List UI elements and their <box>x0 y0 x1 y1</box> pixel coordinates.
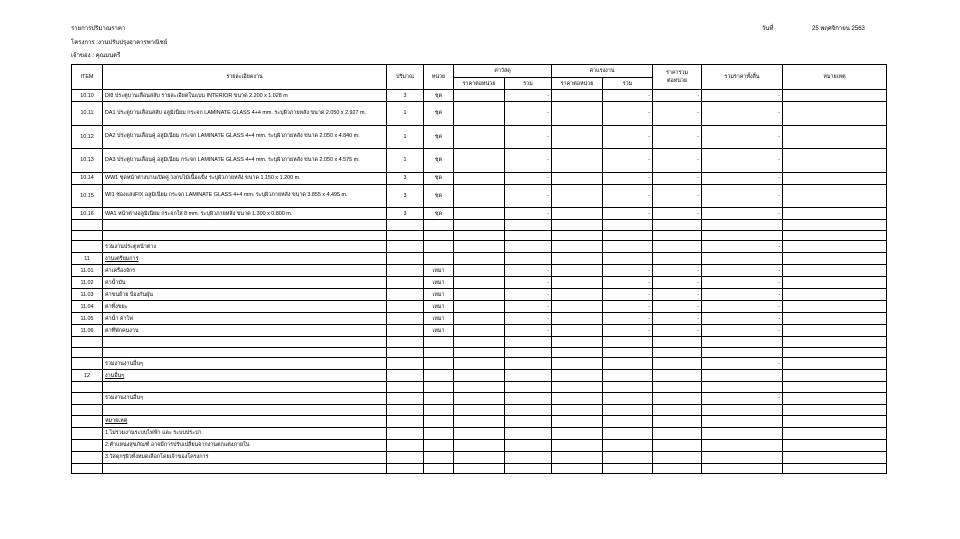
row-unit: ชุด <box>424 172 454 184</box>
table-row <box>72 313 887 325</box>
row-qty: 1 <box>387 125 424 149</box>
row-desc: ค่าเครื่องจักร <box>103 265 387 277</box>
row-item: 11.05 <box>72 313 103 325</box>
empty-row <box>72 337 887 348</box>
row-combined: - <box>653 149 702 173</box>
row-unit: ชุด <box>424 125 454 149</box>
row-unit: เหมา <box>424 325 454 337</box>
table-row <box>72 277 887 289</box>
col-material-total: รวม <box>505 78 552 90</box>
table-row <box>72 325 887 337</box>
table-row <box>72 184 887 208</box>
row-lab-total: - <box>603 125 653 149</box>
row-lab-total: - <box>603 301 653 313</box>
row-desc: DA2 ประตูบานเลื่อนคู่ อลูมิเนียม กระจก LAMINATE GLASS 4+4 mm. ระบุผิวภายหลัง ขนาด 2.050 x 4.840 m. <box>103 125 387 149</box>
section-title: งานอื่นๆ <box>103 370 387 382</box>
section-item: 11 <box>72 253 103 265</box>
row-combined: - <box>653 313 702 325</box>
row-grand: - <box>702 125 783 149</box>
col-grand-total: รวมราคาทั้งสิ้น <box>702 65 783 90</box>
col-labor: ค่าแรงงาน <box>552 65 653 78</box>
note-line: 1.ไม่รวมงานระบบไฟฟ้า และ ระบบประปา <box>103 427 387 439</box>
row-combined: - <box>653 102 702 126</box>
col-labor-total: รวม <box>603 78 653 90</box>
col-remark: หมายเหตุ <box>783 65 887 90</box>
date-label: วันที่ <box>762 26 774 32</box>
row-desc: ค่าขนย้าย ป้องกันฝุ่น <box>103 289 387 301</box>
row-qty: 3 <box>387 184 424 208</box>
table-row <box>72 289 887 301</box>
row-combined: - <box>653 289 702 301</box>
row-item: 10.15 <box>72 184 103 208</box>
row-combined: - <box>653 301 702 313</box>
row-item: 11.01 <box>72 265 103 277</box>
row-lab-total: - <box>603 265 653 277</box>
subtotal-label: รวมงานงานอื่นๆ <box>103 358 387 370</box>
table-row <box>72 125 887 149</box>
row-desc: DA1 ประตูบานเลื่อนสลับ อลูมิเนียม กระจก LAMINATE GLASS 4+4 mm. ระบุผิวภายหลัง ขนาด 2.050 x 2.927 m. <box>103 102 387 126</box>
row-mat-total: - <box>505 208 552 220</box>
empty-row <box>72 463 887 474</box>
empty-row <box>72 230 887 241</box>
row-item: 11.06 <box>72 325 103 337</box>
section-row <box>72 253 887 265</box>
empty-row <box>72 404 887 415</box>
row-grand: - <box>702 90 783 102</box>
section-item: 12 <box>72 370 103 382</box>
empty-row <box>72 382 887 393</box>
subtotal-value: - <box>702 241 783 253</box>
empty-row <box>72 220 887 231</box>
table-row <box>72 172 887 184</box>
row-grand: - <box>702 313 783 325</box>
row-item: 10.12 <box>72 125 103 149</box>
row-mat-total: - <box>505 102 552 126</box>
row-item: 11.03 <box>72 289 103 301</box>
date-value: 25 พฤศจิกายน 2563 <box>812 26 865 32</box>
row-lab-total: - <box>603 289 653 301</box>
col-combined-line1: ราคารวม <box>666 70 689 76</box>
note-row <box>72 439 887 451</box>
row-grand: - <box>702 208 783 220</box>
row-unit: เหมา <box>424 289 454 301</box>
subtotal-label: รวมงานงานอื่นๆ <box>103 392 387 404</box>
row-unit: ชุด <box>424 184 454 208</box>
row-lab-total: - <box>603 90 653 102</box>
row-unit: เหมา <box>424 265 454 277</box>
row-mat-total: - <box>505 265 552 277</box>
row-qty: 3 <box>387 208 424 220</box>
col-material-unit-price: ราคาต่อหน่วย <box>454 78 505 90</box>
row-grand: - <box>702 325 783 337</box>
row-mat-total: - <box>505 149 552 173</box>
row-combined: - <box>653 277 702 289</box>
row-item: 10.14 <box>72 172 103 184</box>
row-qty: 1 <box>387 149 424 173</box>
empty-row <box>72 347 887 358</box>
row-mat-total: - <box>505 325 552 337</box>
doc-title: รายการปริมาณราคา <box>71 26 126 32</box>
row-combined: - <box>653 90 702 102</box>
row-mat-total: - <box>505 125 552 149</box>
owner-name: เจ้าของ : คุณมนตรี <box>71 53 121 59</box>
row-mat-total: - <box>505 172 552 184</box>
col-combined-line2: ต่อหน่วย <box>666 78 688 84</box>
col-description: รายละเอียดงาน <box>103 65 387 90</box>
table-row <box>72 301 887 313</box>
row-lab-total: - <box>603 277 653 289</box>
col-unit: หน่วย <box>424 65 454 90</box>
row-qty: 3 <box>387 172 424 184</box>
row-desc: ค่าน้ำ ค่าไฟ <box>103 313 387 325</box>
row-desc: WI1 ช่องแสงFIX อลูมิเนียม กระจก LAMINATE GLASS 4+4 mm. ระบุผิวภายหลัง ขนาด 3.855 x 4.495 m. <box>103 184 387 208</box>
col-labor-unit-price: ราคาต่อหน่วย <box>552 78 603 90</box>
subtotal-row <box>72 392 887 404</box>
row-combined: - <box>653 184 702 208</box>
row-desc: ค่าทิ้งขยะ <box>103 301 387 313</box>
row-unit: ชุด <box>424 149 454 173</box>
row-mat-total: - <box>505 90 552 102</box>
row-grand: - <box>702 184 783 208</box>
row-item: 10.10 <box>72 90 103 102</box>
note-line: 3.วัสดุกรุผิวทั้งหมดเลือกโดยเจ้าของโครงการ <box>103 451 387 463</box>
row-lab-total: - <box>603 102 653 126</box>
notes-title: หมายเหตุ <box>103 415 387 427</box>
row-mat-total: - <box>505 184 552 208</box>
subtotal-value: - <box>702 392 783 404</box>
row-desc: ค่าน้ำมัน <box>103 277 387 289</box>
row-unit: เหมา <box>424 277 454 289</box>
row-combined: - <box>653 208 702 220</box>
row-mat-total: - <box>505 313 552 325</box>
row-grand: - <box>702 289 783 301</box>
row-grand: - <box>702 102 783 126</box>
subtotal-row <box>72 358 887 370</box>
row-lab-total: - <box>603 325 653 337</box>
col-qty: ปริมาณ <box>387 65 424 90</box>
section-row <box>72 370 887 382</box>
row-unit: ชุด <box>424 90 454 102</box>
row-mat-total: - <box>505 301 552 313</box>
row-qty: 1 <box>387 102 424 126</box>
row-grand: - <box>702 277 783 289</box>
row-unit: ชุด <box>424 102 454 126</box>
row-item: 10.11 <box>72 102 103 126</box>
row-combined: - <box>653 172 702 184</box>
table-row <box>72 149 887 173</box>
row-desc: DI8 ประตูบานเลื่อนสลับ รายละเอียดในแบบ INTERIOR ขนาด 2.200 x 1.028 m <box>103 90 387 102</box>
section-title: งานเตรียมการ <box>103 253 387 265</box>
row-combined: - <box>653 125 702 149</box>
row-qty: 3 <box>387 90 424 102</box>
row-lab-total: - <box>603 149 653 173</box>
row-grand: - <box>702 149 783 173</box>
table-header <box>72 65 887 90</box>
row-lab-total: - <box>603 313 653 325</box>
row-lab-total: - <box>603 172 653 184</box>
subtotal-value: - <box>702 358 783 370</box>
row-combined: - <box>653 325 702 337</box>
row-unit: เหมา <box>424 301 454 313</box>
col-combined <box>653 65 702 90</box>
row-combined: - <box>653 265 702 277</box>
row-mat-total: - <box>505 289 552 301</box>
row-item: 11.02 <box>72 277 103 289</box>
row-desc: WW1 ชุดหน้าต่างบานเปิดคู่ วงกบไม้เนื้อแข็ง ระบุผิวภายหลัง ขนาด 1.150 x 1.200 m. <box>103 172 387 184</box>
row-desc: DA3 ประตูบานเลื่อนคู่ อลูมิเนียม กระจก LAMINATE GLASS 4+4 mm. ระบุผิวภายหลัง ขนาด 2.050 x 4.575 m. <box>103 149 387 173</box>
row-grand: - <box>702 301 783 313</box>
row-item: 11.04 <box>72 301 103 313</box>
row-grand: - <box>702 265 783 277</box>
subtotal-row <box>72 241 887 253</box>
table-row <box>72 90 887 102</box>
row-lab-total: - <box>603 184 653 208</box>
row-item: 10.13 <box>72 149 103 173</box>
notes-title-row <box>72 415 887 427</box>
row-desc: WA1 หน้าต่างอลูมิเนียม กระจกใส 8 mm. ระบุผิวภายหลัง ขนาด 1.300 x 0.800 m. <box>103 208 387 220</box>
table-row <box>72 208 887 220</box>
table-row <box>72 102 887 126</box>
row-grand: - <box>702 172 783 184</box>
boq-table <box>71 64 887 474</box>
note-line: 2.ตำแหน่งสุขภัณฑ์ อาจมีการปรับเปลี่ยนจากงานตกแต่งภายใน <box>103 439 387 451</box>
row-mat-total: - <box>505 277 552 289</box>
note-row <box>72 451 887 463</box>
col-item: ITEM <box>72 65 103 90</box>
row-unit: เหมา <box>424 313 454 325</box>
note-row <box>72 427 887 439</box>
table-row <box>72 265 887 277</box>
row-item: 10.16 <box>72 208 103 220</box>
row-lab-total: - <box>603 208 653 220</box>
project-name: โครงการ :งานปรับปรุงอาคารพาณิชย์ <box>71 40 168 46</box>
col-material: ค่าวัสดุ <box>454 65 552 78</box>
row-unit: ชุด <box>424 208 454 220</box>
row-desc: ค่าที่พักคนงาน <box>103 325 387 337</box>
subtotal-label: รวมงานประตูหน้าต่าง <box>103 241 387 253</box>
